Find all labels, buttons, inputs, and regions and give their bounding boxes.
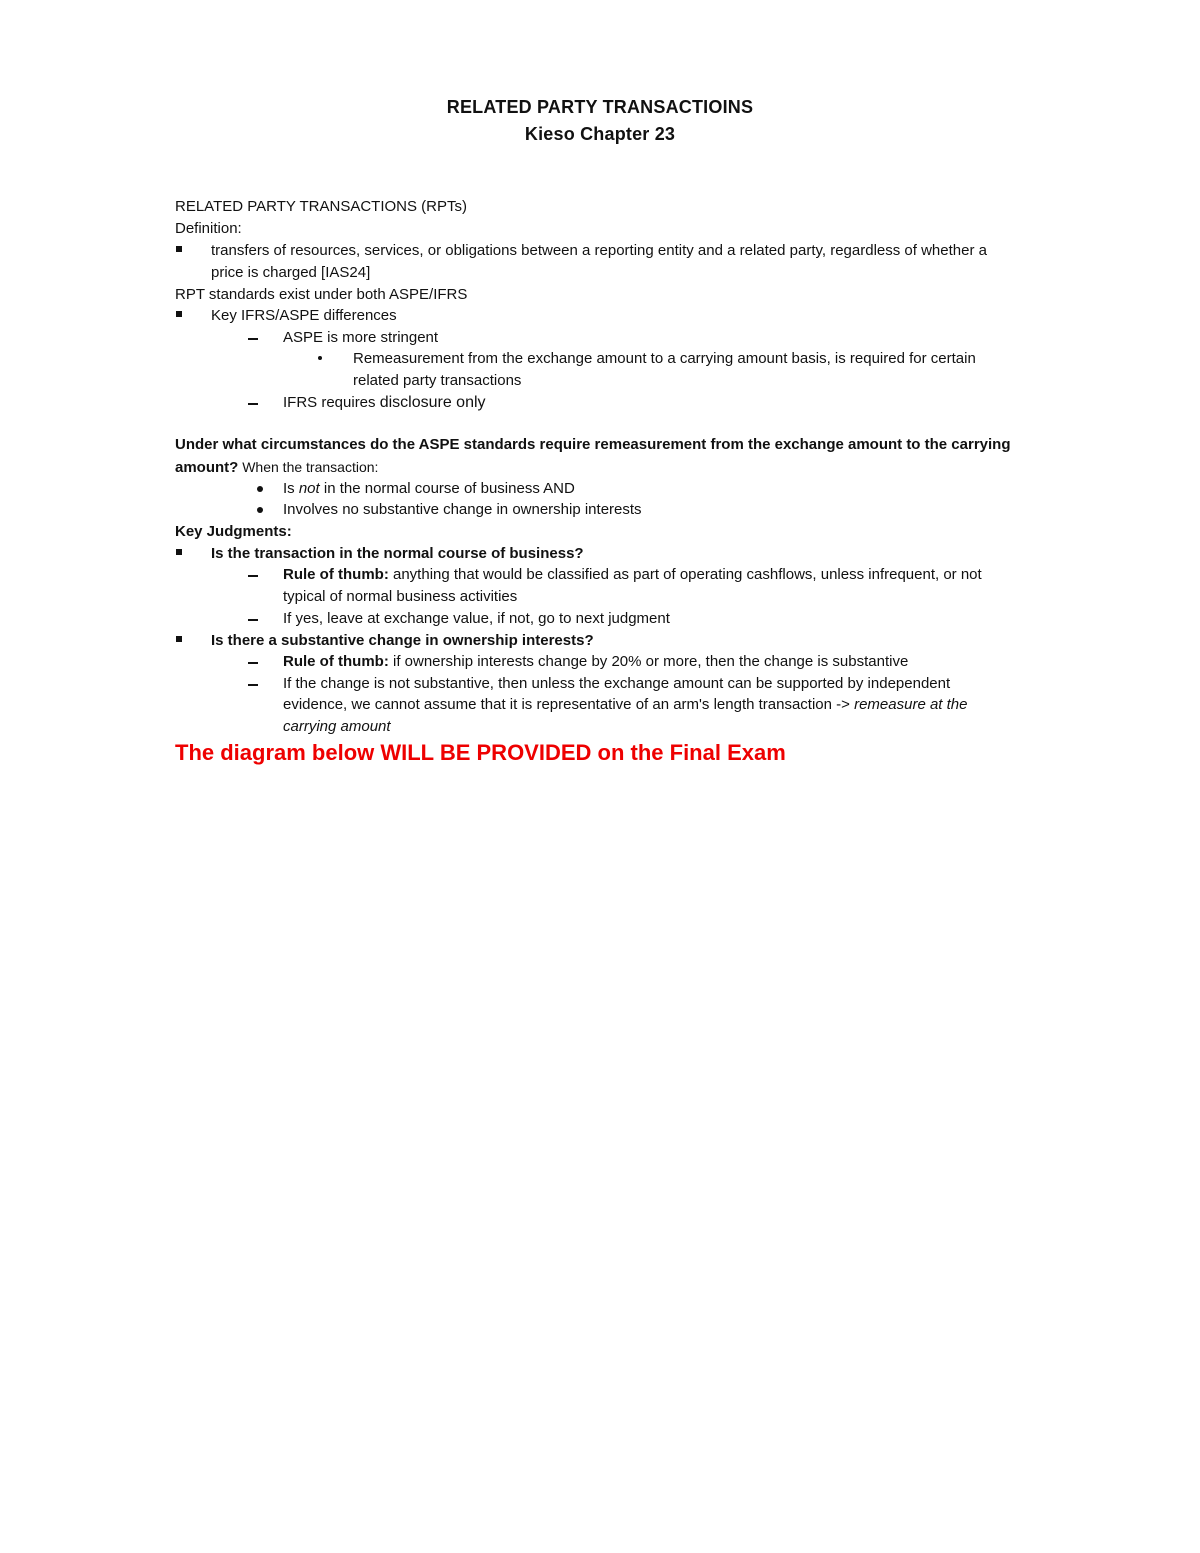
dash-bullet-icon (248, 338, 258, 340)
round-bullet-icon (257, 486, 263, 492)
condition-1-emphasis: not (298, 480, 320, 497)
rule-label: Rule of thumb: (283, 653, 389, 670)
condition-1 (283, 479, 575, 499)
judgment-2-line2 (283, 695, 968, 715)
ifrs-line-text: IFRS requires (283, 394, 380, 411)
definition-label: Definition: (175, 220, 242, 237)
square-bullet-icon (176, 246, 182, 252)
judgment-1-yes: If yes, leave at exchange value, if not, go to next judgment (283, 610, 670, 627)
dash-bullet-icon (248, 619, 258, 621)
condition-1-a: Is (283, 480, 299, 497)
question-line2 (175, 457, 378, 478)
question-amount: amount? (175, 459, 239, 476)
judgment-2-emphasis: remeasure at the (854, 696, 968, 713)
standards-line: RPT standards exist under both ASPE/IFRS (175, 286, 468, 303)
aspe-line: ASPE is more stringent (283, 329, 439, 346)
remeasure-line1: Remeasurement from the exchange amount to a carrying amount basis, is required for certain (353, 350, 976, 367)
judgment-1-question: Is the transaction in the normal course of business? (211, 545, 584, 562)
condition-2: Involves no substantive change in ownership interests (283, 501, 642, 518)
document-title: RELATED PARTY TRANSACTIOINS (446, 97, 754, 117)
judgment-2-line3: carrying amount (283, 718, 391, 735)
rule-label: Rule of thumb: (283, 566, 389, 583)
key-judgments-heading: Key Judgments: (175, 523, 292, 540)
rule-text: anything that would be classified as part of operating cashflows, unless infrequent, or not (388, 566, 982, 583)
dash-bullet-icon (248, 662, 258, 664)
dash-bullet-icon (248, 575, 258, 577)
ifrs-line (283, 393, 486, 413)
ifrs-emphasis: disclosure only (379, 394, 486, 411)
judgment-1-rule-line2: typical of normal business activities (283, 588, 518, 605)
dash-bullet-icon (248, 403, 258, 405)
document-subtitle: Kieso Chapter 23 (524, 124, 676, 144)
judgment-2-line2-text: evidence, we cannot assume that it is representative of an arm's length transaction -> (283, 696, 855, 713)
condition-1-c: in the normal course of business AND (319, 480, 575, 497)
differences-label: Key IFRS/ASPE differences (211, 307, 397, 324)
dot-bullet-icon (318, 356, 322, 360)
dash-bullet-icon (248, 684, 258, 686)
question-rest: When the transaction: (238, 459, 379, 475)
question-line1: Under what circumstances do the ASPE standards require remeasurement from the exchange amount to the carrying (175, 436, 1011, 453)
judgment-2-rule (283, 652, 908, 672)
square-bullet-icon (176, 311, 182, 317)
definition-text-line2: price is charged [IAS24] (211, 264, 371, 281)
square-bullet-icon (176, 636, 182, 642)
final-exam-note: The diagram below WILL BE PROVIDED on the Final Exam (175, 740, 786, 765)
square-bullet-icon (176, 549, 182, 555)
round-bullet-icon (257, 507, 263, 513)
remeasure-line2: related party transactions (353, 372, 522, 389)
definition-text-line1: transfers of resources, services, or obligations between a reporting entity and a related party, regardless of whether a (211, 242, 987, 259)
section-heading: RELATED PARTY TRANSACTIONS (RPTs) (175, 198, 467, 215)
rule-text: if ownership interests change by 20% or more, then the change is substantive (388, 653, 909, 670)
judgment-2-question: Is there a substantive change in ownership interests? (211, 632, 594, 649)
judgment-1-rule (283, 565, 982, 585)
judgment-2-line1: If the change is not substantive, then unless the exchange amount can be supported by independent (283, 675, 951, 692)
